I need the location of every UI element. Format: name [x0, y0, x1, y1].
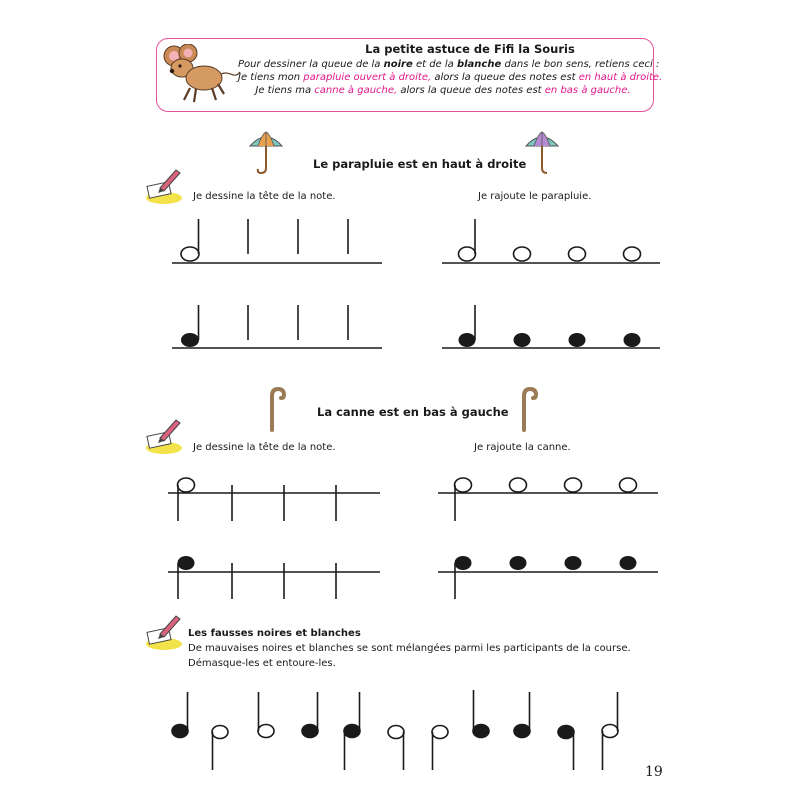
half-note-head — [178, 478, 195, 492]
half-note-head — [565, 478, 582, 492]
mixed-note — [302, 725, 318, 738]
mixed-note — [212, 726, 228, 739]
half-note-head — [510, 478, 527, 492]
mixed-note — [602, 725, 618, 738]
half-note-head — [620, 478, 637, 492]
fake-notes-line-1: De mauvaises noires et blanches se sont mélangées parmi les participants de la course. — [188, 643, 631, 654]
half-note-head — [514, 247, 531, 261]
fake-notes-heading: Les fausses noires et blanches — [188, 628, 361, 639]
mixed-note — [258, 725, 274, 738]
page-number: 19 — [645, 764, 663, 780]
tip-title: La petite astuce de Fifi la Souris — [365, 42, 575, 56]
tip-line-3: Je tiens ma canne à gauche, alors la queue des notes est en bas à gauche. — [255, 85, 631, 96]
mixed-note — [344, 725, 360, 738]
quarter-note-head — [459, 333, 476, 347]
mixed-note — [432, 726, 448, 739]
umbrella-heading: Le parapluie est en haut à droite — [313, 157, 527, 171]
tip-line-1: Pour dessiner la queue de la noire et de la blanche dans le bon sens, retiens ceci : — [238, 59, 660, 70]
half-note-head — [569, 247, 586, 261]
mixed-note — [388, 726, 404, 739]
quarter-note-head — [514, 333, 531, 347]
half-note-head — [455, 478, 472, 492]
umbrella-right-instruction: Je rajoute le parapluie. — [478, 191, 592, 202]
half-note-head — [459, 247, 476, 261]
quarter-note-head — [569, 333, 586, 347]
mixed-note — [473, 725, 489, 738]
mixed-note — [558, 726, 574, 739]
cane-left-instruction: Je dessine la tête de la note. — [193, 442, 336, 453]
quarter-note-head — [624, 333, 641, 347]
quarter-note-head — [178, 556, 195, 570]
umbrella-left-instruction: Je dessine la tête de la note. — [193, 191, 336, 202]
cane-heading: La canne est en bas à gauche — [317, 405, 509, 419]
mixed-note — [172, 725, 188, 738]
quarter-note-head — [620, 556, 637, 570]
half-note-head — [181, 247, 199, 261]
mixed-note — [514, 725, 530, 738]
fake-notes-line-2: Démasque-les et entoure-les. — [188, 658, 336, 669]
tip-line-2: Je tiens mon parapluie ouvert à droite, alors la queue des notes est en haut à droite. — [238, 72, 663, 83]
half-note-head — [624, 247, 641, 261]
quarter-note-head — [510, 556, 527, 570]
cane-right-instruction: Je rajoute la canne. — [474, 442, 571, 453]
quarter-note-head — [565, 556, 582, 570]
quarter-note-head — [455, 556, 472, 570]
quarter-note-head — [181, 333, 199, 347]
